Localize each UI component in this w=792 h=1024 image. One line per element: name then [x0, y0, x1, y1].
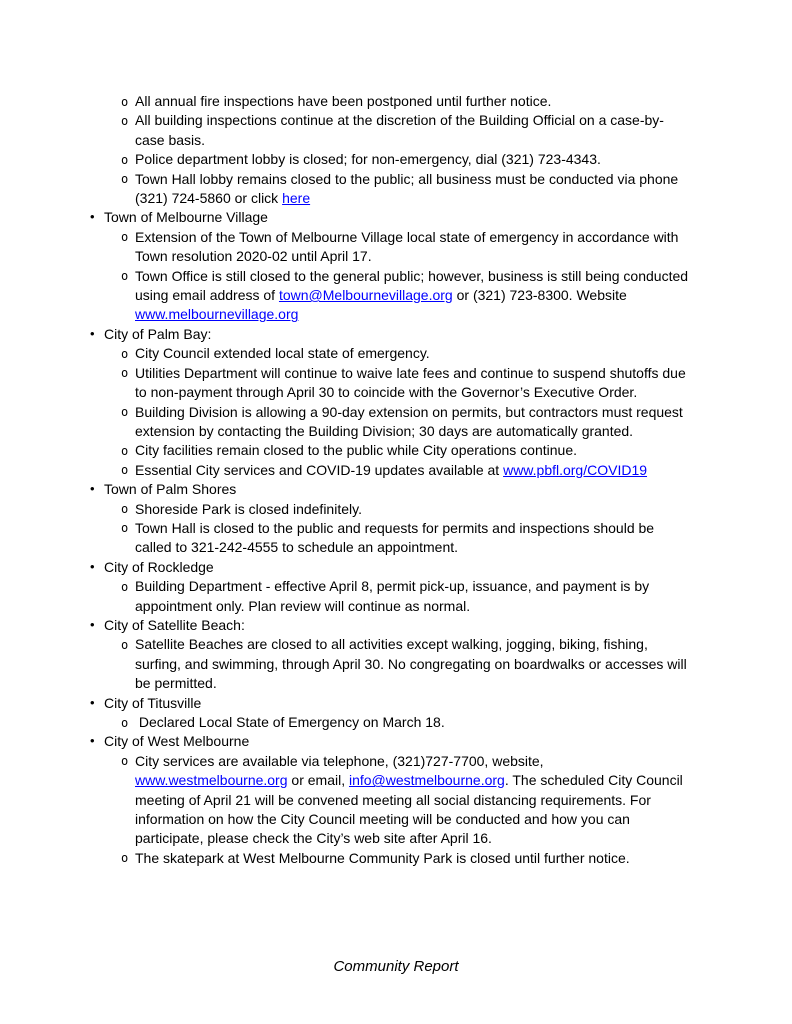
municipality-title: City of Palm Bay: [104, 325, 212, 342]
hyperlink[interactable]: www.westmelbourne.org [135, 772, 288, 789]
list-item-municipality [90, 208, 690, 227]
list-subitem [121, 92, 690, 111]
text-run: City services are available via telephone, (321)727-7700, website, [135, 752, 548, 769]
list-item-municipality [90, 732, 690, 751]
text-run: Police department lobby is closed; for non-emergency, dial (321) 723-4343. [135, 151, 601, 168]
list-subitem [121, 635, 690, 693]
text-run: . The scheduled City Council meeting of April 21 will be convened meeting all social distancing requirements. For information on how the City Council meeting will be conducted and how you can participate, please check the City’s web site after April 16. [135, 772, 687, 847]
subitem-text [135, 753, 687, 847]
text-run: City facilities remain closed to the public while City operations continue. [135, 442, 577, 459]
bullet-icon: • [90, 481, 95, 497]
subitem-text [135, 365, 690, 400]
bulleted-list [90, 92, 690, 868]
list-item-municipality [90, 694, 690, 713]
subitem-text [135, 520, 658, 555]
municipality-title: Town of Melbourne Village [104, 209, 268, 226]
list-subitem [121, 500, 690, 519]
circle-bullet-icon: o [121, 851, 129, 866]
text-run: Shoreside Park is closed indefinitely. [135, 500, 362, 517]
bullet-icon: • [90, 558, 95, 574]
subitem-text [135, 112, 664, 147]
list-item-municipality [90, 616, 690, 635]
list-subitem [121, 111, 690, 150]
circle-bullet-icon: o [121, 346, 129, 361]
circle-bullet-icon: o [121, 502, 129, 517]
circle-bullet-icon: o [121, 521, 129, 536]
circle-bullet-icon: o [121, 443, 129, 458]
subitem-text [135, 850, 630, 866]
list-subitem [121, 364, 690, 403]
subitem-text [135, 578, 653, 613]
list-subitem [121, 519, 690, 558]
text-run: Town Hall is closed to the public and requests for permits and inspections should be called to 321-242-4555 to schedule an appointment. [135, 519, 658, 556]
bullet-icon: • [90, 616, 95, 632]
footer-title: Community Report [333, 958, 459, 975]
subitem-text [135, 93, 551, 109]
list-subitem [121, 344, 690, 363]
text-run: Town Office is still closed to the general public; however, business is still being conducted using email address of [135, 267, 692, 304]
municipality-title: City of West Melbourne [104, 733, 250, 750]
list-item-municipality [90, 558, 690, 577]
hyperlink[interactable]: town@Melbournevillage.org [278, 287, 453, 304]
subitem-text [135, 636, 691, 691]
bullet-icon: • [90, 694, 95, 710]
circle-bullet-icon: o [121, 637, 129, 652]
hyperlink[interactable]: info@westmelbourne.org [348, 772, 505, 789]
list-subitem [121, 752, 690, 849]
list-subitem [121, 228, 690, 267]
text-run: Town Hall lobby remains closed to the public; all business must be conducted via phone (321) 724-5860 or click [135, 170, 683, 207]
text-run: Extension of the Town of Melbourne Village local state of emergency in accordance with Town resolution 2020-02 until April 17. [135, 228, 683, 265]
text-run: or (321) 723-8300. Website [452, 287, 631, 304]
subitem-text [135, 151, 601, 167]
municipality-title: Town of Palm Shores [104, 481, 237, 498]
hyperlink[interactable]: www.pbfl.org/COVID19 [503, 461, 648, 478]
circle-bullet-icon: o [121, 463, 129, 478]
circle-bullet-icon: o [121, 230, 129, 245]
subitem-text [135, 462, 647, 478]
municipality-title: City of Titusville [104, 694, 202, 711]
text-run: Satellite Beaches are closed to all activities except walking, jogging, biking, fishing, surfing, and swimming, through April 30. No congregating on boardwalks or accesses will be permitted. [135, 636, 691, 692]
text-run: The skatepark at West Melbourne Community Park is closed until further notice. [135, 849, 630, 866]
text-run: Building Division is allowing a 90-day extension on permits, but contractors must request extension by contacting the Building Division; 30 days are automatically granted. [135, 403, 687, 439]
text-run: or email, [287, 772, 349, 789]
text-run: All building inspections continue at the discretion of the Building Official on a case-by-case basis. [135, 112, 664, 148]
bullet-icon: • [90, 209, 95, 225]
list-subitem [121, 150, 690, 169]
circle-bullet-icon: o [121, 113, 129, 128]
municipality-title: City of Rockledge [104, 558, 214, 575]
text-run: Declared Local State of Emergency on March 18. [135, 714, 445, 730]
hyperlink[interactable]: www.melbournevillage.org [135, 306, 299, 323]
list-subitem [121, 267, 690, 325]
page-footer [0, 957, 792, 976]
list-subitem [121, 170, 690, 209]
circle-bullet-icon: o [121, 172, 129, 187]
hyperlink[interactable]: here [282, 190, 311, 207]
subitem-text [135, 229, 682, 264]
circle-bullet-icon: o [121, 579, 129, 594]
subitem-text [135, 171, 682, 206]
circle-bullet-icon: o [121, 152, 129, 167]
list-subitem [121, 403, 690, 442]
circle-bullet-icon: o [121, 366, 129, 381]
list-subitem [121, 713, 690, 732]
subitem-text [135, 714, 445, 730]
circle-bullet-icon: o [121, 269, 129, 284]
subitem-text [135, 442, 577, 458]
list-item-municipality [90, 480, 690, 499]
circle-bullet-icon: o [121, 94, 129, 109]
list-subitem [121, 461, 690, 480]
subitem-text [135, 268, 692, 323]
list-subitem [121, 849, 690, 868]
text-run: City Council extended local state of emergency. [135, 345, 430, 362]
subitem-text [135, 345, 430, 361]
subitem-text [135, 501, 362, 517]
text-run: Building Department - effective April 8, permit pick-up, issuance, and payment is by appointment only. Plan review will continue as normal. [135, 578, 653, 614]
text-run: All annual fire inspections have been postponed until further notice. [135, 93, 552, 109]
circle-bullet-icon: o [121, 405, 129, 419]
list-subitem [121, 441, 690, 460]
circle-bullet-icon: o [121, 715, 129, 730]
subitem-text [135, 404, 687, 439]
text-run: Utilities Department will continue to waive late fees and continue to suspend shutoffs due to non-payment through April 30 to coincide with the Governor’s Executive Order. [135, 364, 690, 401]
bullet-icon: • [90, 733, 95, 749]
text-run: Essential City services and COVID-19 updates available at [135, 461, 504, 478]
list-item-municipality [90, 325, 690, 344]
list-subitem [121, 577, 690, 616]
bullet-icon: • [90, 325, 95, 341]
circle-bullet-icon: o [121, 754, 129, 769]
municipality-title: City of Satellite Beach: [104, 616, 245, 633]
